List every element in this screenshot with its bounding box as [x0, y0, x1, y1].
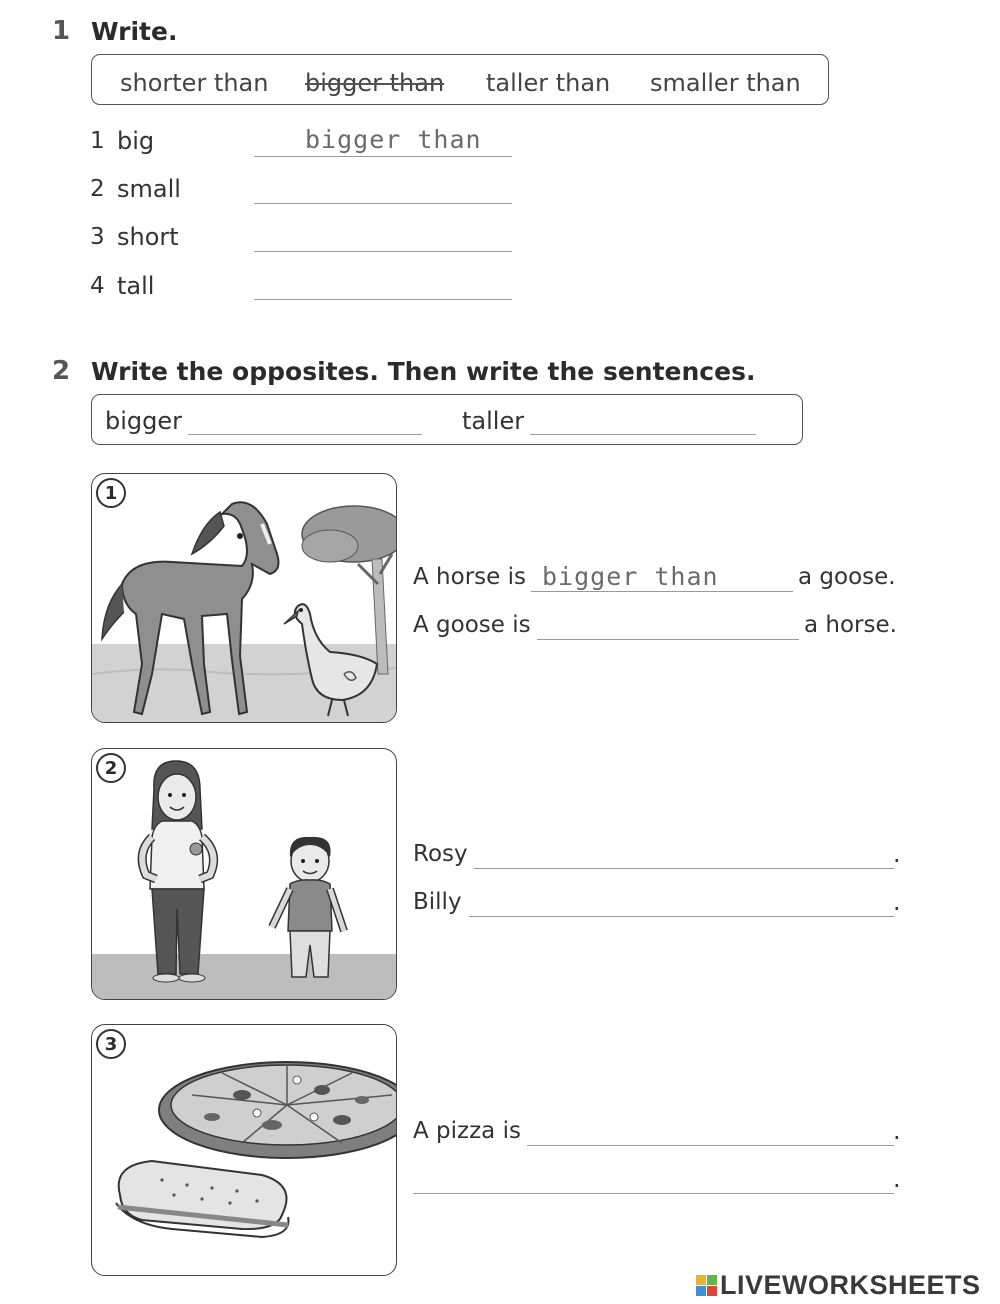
- sentence-answer-input[interactable]: [478, 836, 894, 868]
- rosy-billy-illustration: [92, 749, 397, 1000]
- sentence-end: .: [893, 1165, 901, 1193]
- answer-line: [254, 203, 512, 204]
- answer-line: [254, 299, 512, 300]
- sentence-start: A horse is: [413, 564, 526, 590]
- picture-rosy-billy: [91, 748, 397, 1000]
- sentence-end: .: [893, 1117, 901, 1145]
- sandwich-icon: [116, 1161, 288, 1237]
- pizza-icon: [159, 1062, 397, 1158]
- sentence-end: a goose.: [798, 564, 896, 590]
- sentence-end: a horse.: [804, 612, 897, 638]
- sentence-start: Billy: [413, 889, 462, 915]
- item-word: big: [117, 127, 155, 155]
- exercise-2-number: 2: [52, 356, 71, 386]
- exercise-1-number: 1: [52, 16, 71, 46]
- word-bank-item-crossed: bigger than: [305, 69, 445, 97]
- exercise-2-title: Write the opposites. Then write the sentences.: [91, 357, 756, 386]
- horse-goose-illustration: [92, 474, 397, 723]
- word-bank-item: smaller than: [650, 69, 801, 97]
- opposite-word: taller: [462, 407, 525, 435]
- picture-horse-goose: [91, 473, 397, 723]
- answer-line: [527, 1145, 894, 1146]
- exercise-1-title: Write.: [91, 17, 178, 46]
- item-number: 1: [90, 128, 105, 154]
- item-answer-input[interactable]: [258, 172, 512, 204]
- ground: [92, 954, 397, 1000]
- logo-mark-icon: [696, 1275, 717, 1296]
- opposite-word: bigger: [105, 407, 183, 435]
- sentence-answer-input[interactable]: [473, 884, 894, 916]
- item-number: 4: [90, 273, 105, 299]
- sentence-answer: bigger than: [542, 562, 719, 591]
- logo-text: LIVEWORKSHEETS: [720, 1269, 981, 1300]
- answer-line: [254, 251, 512, 252]
- item-word: short: [117, 223, 179, 251]
- sentence-start: A goose is: [413, 612, 531, 638]
- sentence-end: .: [893, 888, 901, 916]
- opposites-box: [91, 394, 803, 445]
- answer-line: [413, 1193, 894, 1194]
- picture-badge: 2: [96, 753, 126, 783]
- picture-badge: 1: [96, 478, 126, 508]
- answer-line: [531, 591, 793, 592]
- sentence-start: A pizza is: [413, 1118, 521, 1144]
- item-word: small: [117, 175, 181, 203]
- liveworksheets-logo: [696, 1270, 996, 1300]
- answer-line: [530, 434, 756, 435]
- item-word: tall: [117, 272, 155, 300]
- sentence-end: .: [893, 840, 901, 868]
- answer-line: [474, 868, 894, 869]
- item-number: 2: [90, 176, 105, 202]
- answer-line: [254, 156, 512, 157]
- answer-line: [537, 639, 799, 640]
- opposite-input[interactable]: [190, 403, 426, 435]
- item-answer-input[interactable]: [258, 268, 512, 300]
- answer-line: [188, 434, 422, 435]
- word-bank-item: taller than: [486, 69, 611, 97]
- pizza-sandwich-illustration: [92, 1025, 397, 1276]
- item-answer: bigger than: [305, 125, 482, 154]
- sentence-answer-input[interactable]: [540, 607, 800, 639]
- word-bank-box: [91, 54, 829, 105]
- picture-pizza-sandwich: [91, 1024, 397, 1276]
- girl-icon: [142, 761, 213, 982]
- picture-badge: 3: [96, 1029, 126, 1059]
- sentence-answer-input[interactable]: [530, 1113, 894, 1145]
- word-bank-item: shorter than: [120, 69, 269, 97]
- sentence-start: Rosy: [413, 841, 468, 867]
- item-number: 3: [90, 224, 105, 250]
- answer-line: [469, 916, 894, 917]
- sentence-answer-input[interactable]: [416, 1161, 894, 1193]
- opposite-input[interactable]: [532, 403, 758, 435]
- item-answer-input[interactable]: [258, 220, 512, 252]
